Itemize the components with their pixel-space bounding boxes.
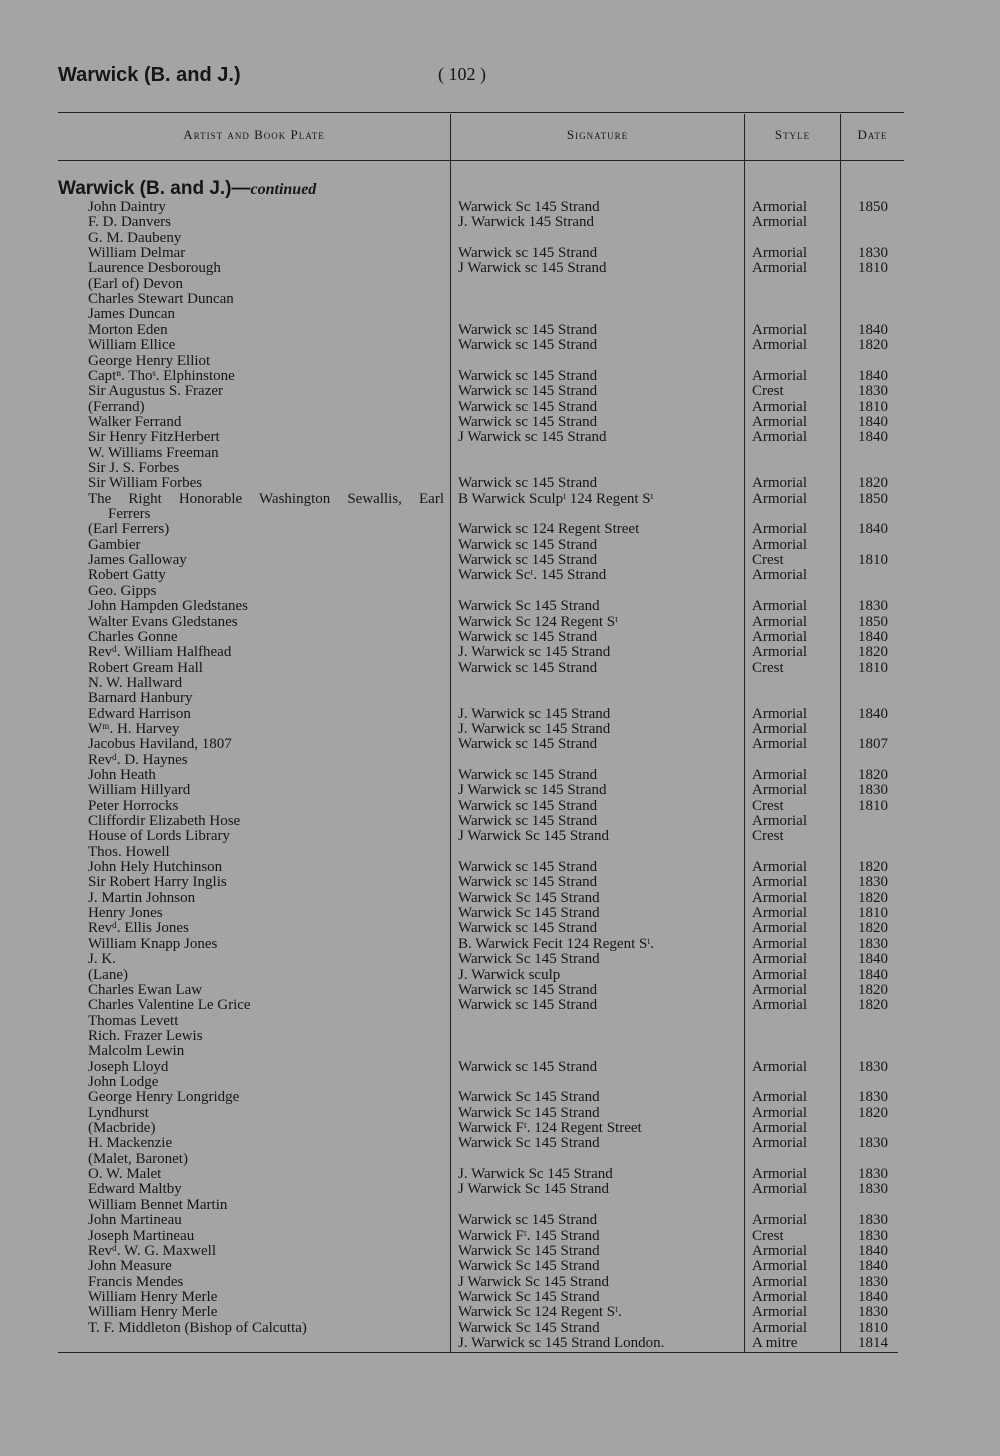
date-cell: 1820 <box>858 766 888 783</box>
artist-cell: Malcolm Lewin <box>88 1043 185 1060</box>
signature-cell: Warwick Sc 145 Strand <box>458 1104 600 1121</box>
signature-cell: J Warwick Sc 145 Strand <box>458 828 609 845</box>
artist-cell: Ferrers <box>108 506 151 522</box>
artist-cell: F. D. Danvers <box>88 214 171 231</box>
date-cell: 1840 <box>858 966 888 983</box>
artist-cell: Robert Gream Hall <box>88 659 203 676</box>
artist-cell: O. W. Malet <box>88 1166 162 1182</box>
running-title: Warwick (B. and J.) <box>58 64 241 86</box>
date-cell: 1830 <box>858 1181 888 1198</box>
artist-cell: William Henry Merle <box>88 1288 218 1305</box>
artist-cell: Wᵐ. H. Harvey <box>88 720 180 737</box>
artist-cell: John Hely Hutchinson <box>88 859 223 875</box>
date-cell: 1820 <box>858 475 888 492</box>
date-cell: 1840 <box>858 413 888 430</box>
date-cell: 1820 <box>858 1104 888 1121</box>
signature-cell: Warwick sc 145 Strand <box>458 736 598 753</box>
artist-cell: Thos. Howell <box>88 843 170 860</box>
signature-cell: Warwick Sc 145 Strand <box>458 1089 600 1106</box>
artist-cell: (Ferrand) <box>88 398 145 415</box>
artist-cell: Henry Jones <box>88 905 163 922</box>
artist-cell: N. W. Hallward <box>88 674 183 691</box>
date-cell: 1840 <box>858 1288 888 1305</box>
style-cell: Armorial <box>752 337 807 354</box>
signature-cell: Warwick sc 145 Strand <box>458 766 598 783</box>
artist-cell: G. M. Daubeny <box>88 229 182 246</box>
signature-cell: J. Warwick sc 145 Strand <box>458 720 611 737</box>
artist-cell: Charles Valentine Le Grice <box>88 997 251 1014</box>
artist-cell: Sir Augustus S. Frazer <box>88 383 223 400</box>
artist-cell: Sir William Forbes <box>88 475 203 492</box>
date-cell: 1830 <box>858 245 888 262</box>
signature-cell: J Warwick sc 145 Strand <box>458 782 607 799</box>
artist-cell: (Macbride) <box>88 1120 156 1136</box>
signature-cell: Warwick sc 145 Strand <box>458 552 598 568</box>
signature-cell: Warwick sc 145 Strand <box>458 398 598 415</box>
style-cell: Armorial <box>752 1089 807 1106</box>
artist-cell: Geo. Gipps <box>88 582 157 599</box>
style-cell: Crest <box>752 828 784 845</box>
artist-cell: Revᵈ. D. Haynes <box>88 751 188 768</box>
artist-cell: Revᵈ. Ellis Jones <box>88 920 189 937</box>
signature-cell: Warwick Scᵗ. 145 Strand <box>458 567 607 584</box>
date-cell: 1830 <box>858 1058 888 1075</box>
style-cell: Armorial <box>752 567 807 584</box>
signature-cell: Warwick Sc 145 Strand <box>458 598 600 615</box>
artist-cell: Captⁿ. Thoˢ. Elphinstone <box>88 367 235 384</box>
artist-cell: (Earl of) Devon <box>88 275 183 292</box>
style-cell: Armorial <box>752 859 807 875</box>
column-header-signature: Signature <box>566 127 629 142</box>
style-cell: Armorial <box>752 199 807 215</box>
style-cell: Crest <box>752 552 784 568</box>
style-cell: Armorial <box>752 628 807 645</box>
signature-cell: J. Warwick sculp <box>458 966 561 983</box>
artist-cell: William Delmar <box>88 245 186 262</box>
artist-cell: Walker Ferrand <box>88 413 182 430</box>
artist-cell: Laurence Desborough <box>88 260 221 277</box>
style-cell: Armorial <box>752 1273 807 1290</box>
style-cell: Armorial <box>752 475 807 492</box>
date-cell: 1840 <box>858 705 888 722</box>
style-cell: Armorial <box>752 966 807 983</box>
artist-cell: Charles Gonne <box>88 628 178 645</box>
style-cell: Armorial <box>752 1120 807 1136</box>
artist-cell: Edward Maltby <box>88 1181 182 1198</box>
style-cell: Armorial <box>752 736 807 753</box>
artist-cell: (Earl Ferrers) <box>88 521 170 538</box>
style-cell: Armorial <box>752 398 807 415</box>
signature-cell: Warwick Sc 145 Strand <box>458 1242 600 1259</box>
signature-cell: Warwick sc 145 Strand <box>458 659 598 676</box>
signature-cell: J. Warwick sc 145 Strand London. <box>458 1334 665 1351</box>
signature-cell: Warwick sc 145 Strand <box>458 859 598 875</box>
signature-cell: Warwick Sc 145 Strand <box>458 1288 600 1305</box>
artist-cell: H. Mackenzie <box>88 1135 173 1152</box>
date-cell: 1830 <box>858 935 888 952</box>
style-cell: Armorial <box>752 536 807 553</box>
style-cell: Armorial <box>752 1319 807 1336</box>
style-cell: Armorial <box>752 521 807 538</box>
artist-cell: Peter Horrocks <box>88 797 179 814</box>
signature-cell: Warwick sc 145 Strand <box>458 413 598 430</box>
artist-cell: Revᵈ. William Halfhead <box>88 644 232 661</box>
artist-cell: William Knapp Jones <box>88 935 218 952</box>
style-cell: Armorial <box>752 705 807 722</box>
style-cell: Armorial <box>752 782 807 799</box>
date-cell: 1840 <box>858 321 888 338</box>
date-cell: 1810 <box>858 1319 888 1336</box>
artist-cell: T. F. Middleton (Bishop of Calcutta) <box>88 1319 307 1336</box>
style-cell: Armorial <box>752 720 807 737</box>
style-cell: Armorial <box>752 1212 807 1229</box>
signature-cell: Warwick sc 145 Strand <box>458 321 598 338</box>
date-cell: 1840 <box>858 628 888 645</box>
artist-cell: John Martineau <box>88 1212 182 1229</box>
style-cell: Armorial <box>752 1058 807 1075</box>
artist-cell: Walter Evans Gledstanes <box>88 613 238 630</box>
signature-cell: Warwick sc 145 Strand <box>458 367 598 384</box>
date-cell: 1810 <box>858 659 888 676</box>
artist-cell: Edward Harrison <box>88 705 191 722</box>
page-number: ( 102 ) <box>438 64 486 84</box>
column-divider-2 <box>744 114 745 1352</box>
artist-cell: Revᵈ. W. G. Maxwell <box>88 1242 216 1259</box>
style-cell: Armorial <box>752 490 807 507</box>
artist-cell: Barnard Hanbury <box>88 690 193 707</box>
style-cell: Crest <box>752 797 784 814</box>
artist-cell: Sir J. S. Forbes <box>88 459 180 476</box>
artist-cell: (Malet, Baronet) <box>88 1150 188 1167</box>
date-cell: 1850 <box>858 199 888 215</box>
table-bottom-rule <box>58 1352 898 1353</box>
date-cell: 1820 <box>858 981 888 998</box>
signature-cell: Warwick sc 145 Strand <box>458 813 598 829</box>
style-cell: Armorial <box>752 644 807 661</box>
signature-cell: Warwick sc 124 Regent Street <box>458 521 640 538</box>
artist-cell: Joseph Lloyd <box>88 1058 169 1075</box>
artist-cell: Robert Gatty <box>88 567 166 584</box>
date-cell: 1830 <box>858 1166 888 1182</box>
style-cell: Armorial <box>752 997 807 1014</box>
style-cell: Armorial <box>752 429 807 446</box>
date-cell: 1830 <box>858 1304 888 1321</box>
artist-cell: Rich. Frazer Lewis <box>88 1027 203 1044</box>
style-cell: Armorial <box>752 1181 807 1198</box>
artist-cell: Charles Ewan Law <box>88 981 203 998</box>
style-cell: Armorial <box>752 935 807 952</box>
date-cell: 1810 <box>858 905 888 922</box>
artist-cell: J. K. <box>88 951 116 968</box>
artist-cell: Joseph Martineau <box>88 1227 195 1244</box>
signature-cell: B. Warwick Fecit 124 Regent Sᵗ. <box>458 935 654 952</box>
date-cell: 1850 <box>858 613 888 630</box>
date-cell: 1830 <box>858 1135 888 1152</box>
page-header <box>58 64 898 94</box>
signature-cell: Warwick sc 145 Strand <box>458 1212 598 1229</box>
table-top-rule <box>58 112 904 113</box>
artist-cell: John Daintry <box>88 199 166 215</box>
style-cell: Armorial <box>752 951 807 968</box>
style-cell: Armorial <box>752 766 807 783</box>
style-cell: Armorial <box>752 813 807 829</box>
signature-cell: Warwick Sc 124 Regent Sᵗ <box>458 613 618 630</box>
date-cell: 1820 <box>858 644 888 661</box>
style-cell: Armorial <box>752 1135 807 1152</box>
signature-cell: Warwick Sc 145 Strand <box>458 1258 600 1275</box>
date-cell: 1840 <box>858 1242 888 1259</box>
style-cell: Armorial <box>752 905 807 922</box>
style-cell: Armorial <box>752 321 807 338</box>
signature-cell: Warwick sc 145 Strand <box>458 920 598 937</box>
date-cell: 1820 <box>858 997 888 1014</box>
date-cell: 1840 <box>858 951 888 968</box>
style-cell: Armorial <box>752 1242 807 1259</box>
date-cell: 1830 <box>858 874 888 891</box>
date-cell: 1810 <box>858 398 888 415</box>
signature-cell: Warwick sc 145 Strand <box>458 874 598 891</box>
column-header-artist: Artist and Book Plate <box>183 127 325 142</box>
date-cell: 1820 <box>858 920 888 937</box>
artist-cell: House of Lords Library <box>88 828 231 845</box>
style-cell: Armorial <box>752 1166 807 1182</box>
signature-cell: Warwick Sc 145 Strand <box>458 1135 600 1152</box>
signature-cell: Warwick sc 145 Strand <box>458 536 598 553</box>
style-cell: Armorial <box>752 1104 807 1121</box>
date-cell: 1830 <box>858 1227 888 1244</box>
signature-cell: Warwick sc 145 Strand <box>458 245 598 262</box>
style-cell: Armorial <box>752 874 807 891</box>
signature-cell: J. Warwick 145 Strand <box>458 214 594 231</box>
signature-cell: Warwick sc 145 Strand <box>458 797 598 814</box>
signature-cell: J. Warwick sc 145 Strand <box>458 705 611 722</box>
style-cell: Armorial <box>752 920 807 937</box>
date-cell: 1814 <box>858 1334 888 1351</box>
signature-cell: Warwick Sc 145 Strand <box>458 199 600 215</box>
date-cell: 1810 <box>858 797 888 814</box>
artist-cell: John Heath <box>88 766 156 783</box>
signature-cell: J Warwick sc 145 Strand <box>458 429 607 446</box>
artist-cell: William Hillyard <box>88 782 191 799</box>
signature-cell: Warwick Sc 124 Regent Sᵗ. <box>458 1304 622 1321</box>
artist-cell: Sir Henry FitzHerbert <box>88 429 220 446</box>
artist-cell: Sir Robert Harry Inglis <box>88 874 227 891</box>
style-cell: Crest <box>752 383 784 400</box>
signature-cell: Warwick Sc 145 Strand <box>458 1319 600 1336</box>
artist-cell: The Right Honorable Washington Sewallis, Earl <box>88 490 444 507</box>
artist-cell: James Duncan <box>88 306 176 323</box>
style-cell: Armorial <box>752 1304 807 1321</box>
artist-cell: John Hampden Gledstanes <box>88 598 248 615</box>
style-cell: A mitre <box>752 1334 798 1351</box>
artist-cell: W. Williams Freeman <box>88 444 219 461</box>
signature-cell: Warwick sc 145 Strand <box>458 383 598 400</box>
signature-cell: J Warwick sc 145 Strand <box>458 260 607 277</box>
date-cell: 1830 <box>858 1212 888 1229</box>
style-cell: Armorial <box>752 260 807 277</box>
column-header-date: Date <box>857 127 888 142</box>
artist-cell: George Henry Elliot <box>88 352 211 369</box>
date-cell: 1830 <box>858 1089 888 1106</box>
signature-cell: J Warwick Sc 145 Strand <box>458 1181 609 1198</box>
style-cell: Armorial <box>752 598 807 615</box>
column-divider-3 <box>840 114 841 1352</box>
signature-cell: Warwick Sc 145 Strand <box>458 905 600 922</box>
date-cell: 1830 <box>858 383 888 400</box>
date-cell: 1810 <box>858 552 888 568</box>
section-title <box>58 178 316 200</box>
style-cell: Armorial <box>752 214 807 231</box>
style-cell: Armorial <box>752 413 807 430</box>
signature-cell: Warwick Fᵗ. 124 Regent Street <box>458 1120 642 1136</box>
artist-cell: Charles Stewart Duncan <box>88 291 234 308</box>
style-cell: Crest <box>752 1227 784 1244</box>
artist-cell: Thomas Levett <box>88 1012 179 1029</box>
artist-cell: Lyndhurst <box>88 1104 149 1121</box>
style-cell: Armorial <box>752 1288 807 1305</box>
artist-cell: Francis Mendes <box>88 1273 184 1290</box>
signature-cell: Warwick sc 145 Strand <box>458 981 598 998</box>
date-cell: 1840 <box>858 521 888 538</box>
artist-cell: Gambier <box>88 536 141 553</box>
style-cell: Armorial <box>752 245 807 262</box>
date-cell: 1820 <box>858 889 888 906</box>
section-title-text: Warwick (B. and J.)— <box>58 178 251 199</box>
style-cell: Crest <box>752 659 784 676</box>
artist-cell: Cliffordir Elizabeth Hose <box>88 813 241 829</box>
artist-cell: Jacobus Haviland, 1807 <box>88 736 232 753</box>
signature-cell: Warwick sc 145 Strand <box>458 1058 598 1075</box>
signature-cell: Warwick sc 145 Strand <box>458 475 598 492</box>
style-cell: Armorial <box>752 367 807 384</box>
column-header-style: Style <box>774 127 811 142</box>
date-cell: 1810 <box>858 260 888 277</box>
section-continued: continued <box>250 181 317 198</box>
signature-cell: B Warwick Sculpᵗ 124 Regent Sᵗ <box>458 490 654 507</box>
date-cell: 1830 <box>858 782 888 799</box>
date-cell: 1830 <box>858 598 888 615</box>
date-cell: 1850 <box>858 490 888 507</box>
artist-cell: John Lodge <box>88 1073 159 1090</box>
signature-cell: Warwick Sc 145 Strand <box>458 889 600 906</box>
artist-cell: James Galloway <box>88 552 187 568</box>
date-cell: 1820 <box>858 337 888 354</box>
artist-cell: William Bennet Martin <box>88 1196 228 1213</box>
style-cell: Armorial <box>752 1258 807 1275</box>
artist-cell: J. Martin Johnson <box>88 889 196 906</box>
date-cell: 1840 <box>858 367 888 384</box>
artist-cell: William Ellice <box>88 337 176 354</box>
style-cell: Armorial <box>752 613 807 630</box>
header-bottom-rule <box>58 160 904 161</box>
signature-cell: Warwick Fᵗ. 145 Strand <box>458 1227 600 1244</box>
date-cell: 1807 <box>858 736 888 753</box>
artist-cell: William Henry Merle <box>88 1304 218 1321</box>
signature-cell: J. Warwick sc 145 Strand <box>458 644 611 661</box>
style-cell: Armorial <box>752 889 807 906</box>
column-divider-1 <box>450 114 451 1352</box>
style-cell: Armorial <box>752 981 807 998</box>
artist-cell: George Henry Longridge <box>88 1089 240 1106</box>
signature-cell: Warwick sc 145 Strand <box>458 997 598 1014</box>
artist-cell: Morton Eden <box>88 321 168 338</box>
signature-cell: Warwick Sc 145 Strand <box>458 951 600 968</box>
date-cell: 1820 <box>858 859 888 875</box>
date-cell: 1830 <box>858 1273 888 1290</box>
signature-cell: J. Warwick Sc 145 Strand <box>458 1166 613 1182</box>
signature-cell: Warwick sc 145 Strand <box>458 628 598 645</box>
date-cell: 1840 <box>858 429 888 446</box>
signature-cell: J Warwick Sc 145 Strand <box>458 1273 609 1290</box>
artist-cell: John Measure <box>88 1258 172 1275</box>
artist-cell: (Lane) <box>88 966 128 983</box>
signature-cell: Warwick sc 145 Strand <box>458 337 598 354</box>
date-cell: 1840 <box>858 1258 888 1275</box>
